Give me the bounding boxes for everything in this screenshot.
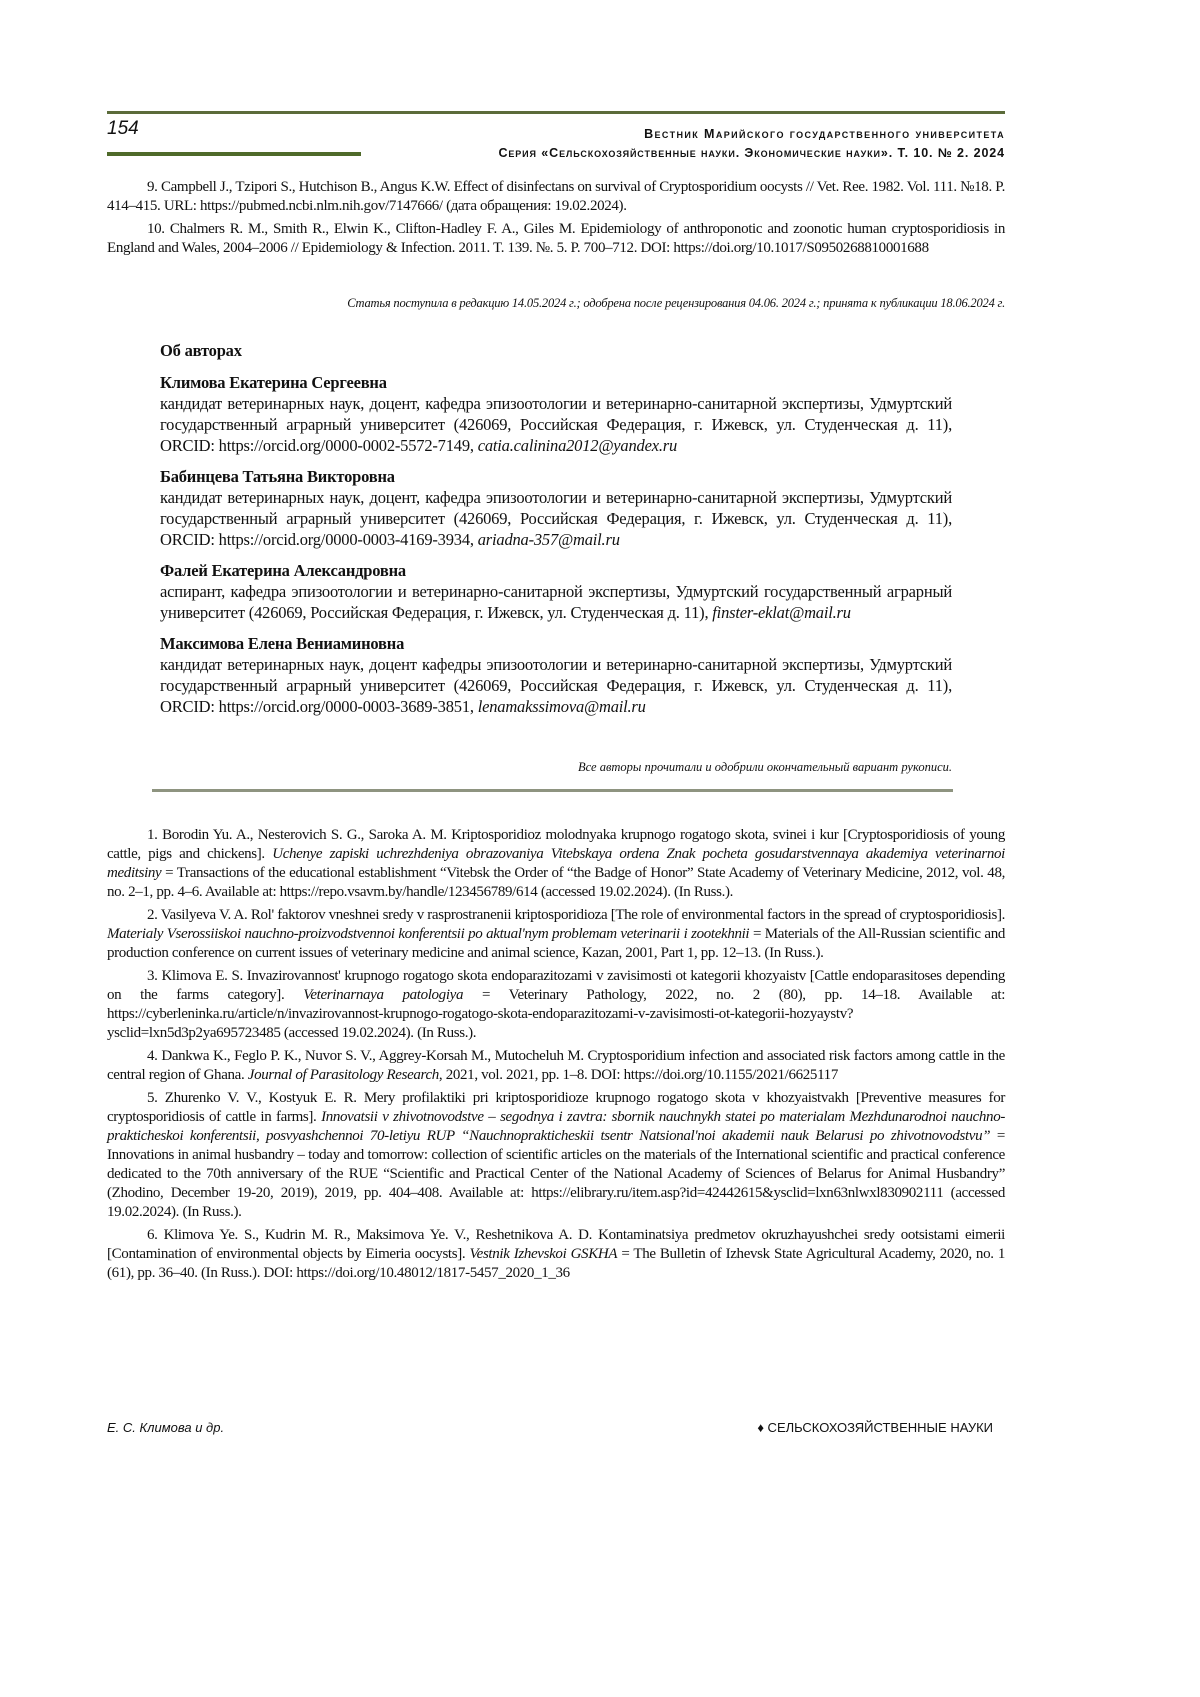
reference-text: 2. Vasilyeva V. A. Rol' faktorov vneshnei sredy v rasprostranenii kriptosporidioza [The role of environmental factors in the spread of cryptosporidiosis]. [147, 907, 1005, 923]
references-ru [107, 178, 1005, 262]
reference-text: 10. Chalmers R. M., Smith R., Elwin K., Clifton-Hadley F. A., Giles M. Epidemiology of anthroponotic and zoonotic human cryptosporidiosis in England and Wales, 2004–2006 // Epidemiology & Infection. 2011. T. 139. №. 5. P. 700–712. DOI: https://doi.org/10.1017/S0950268810001688 [107, 221, 1005, 256]
approved-note: Все авторы прочитали и одобрили окончательный вариант рукописи. [160, 760, 952, 775]
authors-section [160, 340, 952, 727]
footer-section: ♦ СЕЛЬСКОХОЗЯЙСТВЕННЫЕ НАУКИ [757, 1420, 993, 1435]
author-entry [160, 466, 952, 550]
reference-item [107, 220, 1005, 258]
author-email[interactable]: lenamakssimova@mail.ru [478, 697, 646, 716]
reference-item [107, 1047, 1005, 1085]
author-entry [160, 633, 952, 717]
reference-item [107, 906, 1005, 963]
author-info: кандидат ветеринарных наук, доцент, кафедра эпизоотологии и ветеринарно-санитарной экспертизы, Удмуртский государственный аграрный университет (426069, Российская Федерация, г. Ижевск, ул. Студенческая д. 11), ORCID: https://orcid.org/0000-0002-5572-7149, [160, 394, 952, 455]
received-note: Статья поступила в редакцию 14.05.2024 г.; одобрена после рецензирования 04.06. 2024 г.; принята к публикации 18.06.2024 г. [107, 296, 1005, 311]
reference-text: 5. Zhurenko V. V., Kostyuk E. R. Mery profilaktiki pri kriptosporidioze krupnogo rogatogo skota v khozyaistvakh [Preventive measures for cryptosporidiosis of cattle in farms]. [107, 1090, 1005, 1125]
author-info: кандидат ветеринарных наук, доцент кафедры эпизоотологии и ветеринарно-санитарной экспертизы, Удмуртский государственный аграрный университет (426069, Российская Федерация, г. Ижевск, ул. Студенческая д. 11), ORCID: https://orcid.org/0000-0003-3689-3851, [160, 655, 952, 716]
author-info: кандидат ветеринарных наук, доцент, кафедра эпизоотологии и ветеринарно-санитарной экспертизы, Удмуртский государственный аграрный университет (426069, Российская Федерация, г. Ижевск, ул. Студенческая д. 11), ORCID: https://orcid.org/0000-0003-4169-3934, [160, 488, 952, 549]
header-rule [107, 111, 1005, 114]
reference-source-title: Materialy Vserossiiskoi nauchno-proizvodstvennoi konferentsii po aktual'nym problemam veterinarii i zootekhnii [107, 926, 749, 942]
reference-source-title: Uchenye zapiski uchrezhdeniya obrazovaniya Vitebskaya ordena Znak pocheta gosudarstvennaya akademiya veterinarnoi meditsiny [107, 846, 1005, 881]
reference-item [107, 826, 1005, 902]
reference-source-title: Journal of Parasitology Research [248, 1067, 439, 1083]
reference-source-title: Innovatsii v zhivotnovodstve – segodnya i zavtra: sbornik nauchnykh statei po materialam Mezhdunarodnoi nauchno-prakticheskoi konferentsii, posvyashchennoi 70-letiyu RUP “Nauchnoprakticheskii tsentr Natsional'noi akademii nauk Belarusi po zhivotnovodstvu” [107, 1109, 1005, 1144]
journal-series: Серия «Сельскохозяйственные науки. Экономические науки». Т. 10. № 2. 2024 [498, 146, 1005, 160]
reference-text: 6. Klimova Ye. S., Kudrin M. R., Maksimova Ye. V., Reshetnikova A. D. Kontaminatsiya predmetov okruzhayushchei sredy ootsistami eimerii [Contamination of environmental objects by Eimeria oocysts]. [107, 1227, 1005, 1262]
section-divider [152, 789, 953, 792]
reference-text: , 2021, vol. 2021, pp. 1–8. DOI: https://doi.org/10.1155/2021/6625117 [439, 1067, 838, 1083]
author-email[interactable]: finster-eklat@mail.ru [712, 603, 851, 622]
authors-heading: Об авторах [160, 340, 952, 361]
author-email[interactable]: ariadna-357@mail.ru [478, 530, 620, 549]
author-name: Климова Екатерина Сергеевна [160, 372, 952, 393]
author-name: Максимова Елена Вениаминовна [160, 633, 952, 654]
header-accent-bar [107, 152, 361, 156]
author-entry [160, 560, 952, 623]
reference-text: = The Bulletin of Izhevsk State Agricultural Academy, 2020, no. 1 (61), pp. 36–40. (In Russ.). DOI: https://doi.org/10.48012/1817-5457_2020_1_36 [107, 1246, 1005, 1281]
author-info: аспирант, кафедра эпизоотологии и ветеринарно-санитарной экспертизы, Удмуртский государственный аграрный университет (426069, Российская Федерация, г. Ижевск, ул. Студенческая д. 11), [160, 582, 952, 622]
reference-item [107, 178, 1005, 216]
author-name: Фалей Екатерина Александровна [160, 560, 952, 581]
journal-title: Вестник Марийского государственного университета [644, 127, 1005, 141]
reference-text: = Transactions of the educational establishment “Vitebsk the Order of “the Badge of Honor” State Academy of Veterinary Medicine, 2012, vol. 48, no. 2–1, pp. 4–6. Available at: https://repo.vsavm.by/handle/123456789/614 (accessed 19.02.2024). (In Russ.). [107, 865, 1005, 900]
author-email[interactable]: catia.calinina2012@yandex.ru [478, 436, 677, 455]
reference-text: 1. Borodin Yu. A., Nesterovich S. G., Saroka A. M. Kriptosporidioz molodnyaka krupnogo rogatogo skota, svinei i kur [Cryptosporidiosis of young cattle, pigs and chickens]. [107, 827, 1005, 862]
reference-text: 3. Klimova E. S. Invazirovannost' krupnogo rogatogo skota endoparazitozami v zavisimosti ot kategorii khozyaistv [Cattle endoparasitoses depending on the farms category]. [107, 968, 1005, 1003]
author-name: Бабинцева Татьяна Викторовна [160, 466, 952, 487]
reference-source-title: Vestnik Izhevskoi GSKHA [469, 1246, 617, 1262]
reference-item [107, 1089, 1005, 1222]
reference-text: 9. Campbell J., Tzipori S., Hutchison B., Angus K.W. Effect of disinfectans on survival of Cryptosporidium oocysts // Vet. Ree. 1982. Vol. 111. №18. P. 414–415. URL: https://pubmed.ncbi.nlm.nih.gov/7147666/ (дата обращения: 19.02.2024). [107, 179, 1005, 214]
reference-item [107, 967, 1005, 1043]
reference-text: = Innovations in animal husbandry – today and tomorrow: collection of scientific articles on the materials of the International scientific and practical conference dedicated to the 70th anniversary of the RUE “Scientific and Practical Center of the National Academy of Sciences of Belarus for Animal Husbandry” (Zhodino, December 19-20, 2019), 2019, pp. 404–408. Available at: https://elibrary.ru/item.asp?id=42442615&ysclid=lxn63nlwxl830902111 (accessed 19.02.2024). (In Russ.). [107, 1128, 1005, 1220]
reference-item [107, 1226, 1005, 1283]
reference-text: = Materials of the All-Russian scientific and production conference on current issues of veterinary medicine and animal science, Kazan, 2001, Part 1, pp. 12–13. (In Russ.). [107, 926, 1005, 961]
reference-text: = Veterinary Pathology, 2022, no. 2 (80), pp. 14–18. Available at: https://cyberleninka.ru/article/n/invazirovannost-krupnogo-rogatogo-skota-endoparazitozami-v-zavisimosti-ot-kategorii-hozyaystv?ysclid=lxn5d3p2ya695723485 (accessed 19.02.2024). (In Russ.). [107, 987, 1005, 1041]
reference-source-title: Veterinarnaya patologiya [303, 987, 463, 1003]
reference-text: 4. Dankwa K., Feglo P. K., Nuvor S. V., Aggrey-Korsah M., Mutocheluh M. Cryptosporidium infection and associated risk factors among cattle in the central region of Ghana. [107, 1048, 1005, 1083]
author-entry [160, 372, 952, 456]
footer-authors: Е. С. Климова и др. [107, 1420, 224, 1435]
page-number: 154 [107, 118, 139, 140]
references-en [107, 826, 1005, 1287]
